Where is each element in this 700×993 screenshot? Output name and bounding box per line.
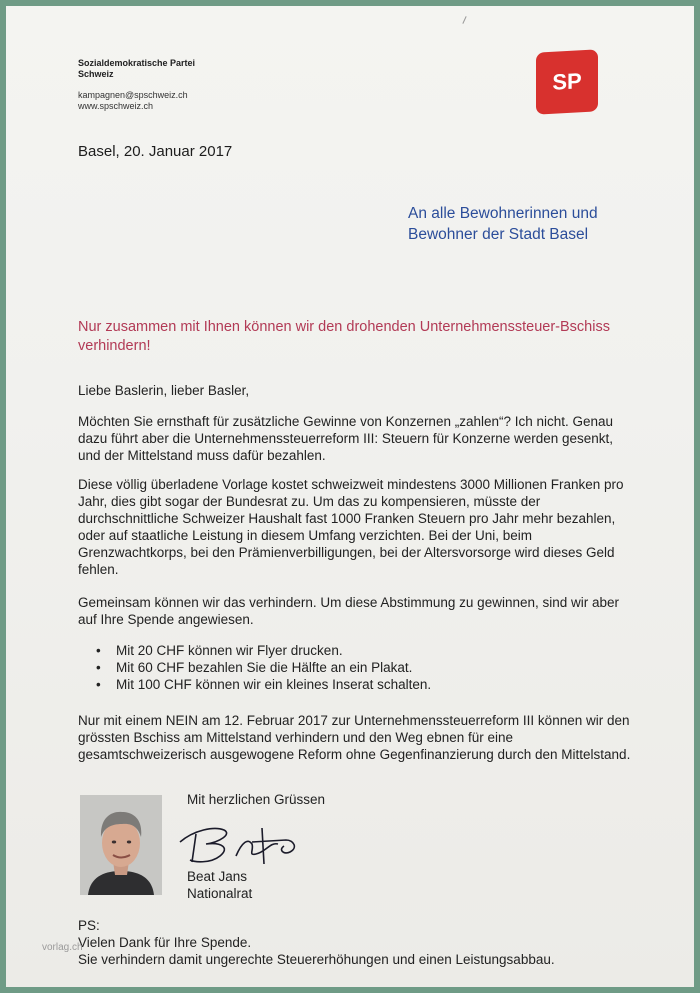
watermark: vorlag.ch xyxy=(42,942,83,953)
list-item: • Mit 20 CHF können wir Flyer drucken. xyxy=(94,642,431,659)
ps-line2: Sie verhindern damit ungerechte Steuererhöhungen und einen Leistungsabbau. xyxy=(78,952,555,967)
letter-date: Basel, 20. Januar 2017 xyxy=(78,143,233,160)
postscript xyxy=(78,917,555,968)
handwritten-signature xyxy=(166,812,316,872)
sp-logo xyxy=(536,49,598,114)
signer-photo xyxy=(80,795,162,895)
letter-page xyxy=(6,6,694,987)
signer-name: Beat Jans xyxy=(187,869,248,884)
paragraph-3: Gemeinsam können wir das verhindern. Um diese Abstimmung zu gewinnen, sind wir aber auf Ihre Spende angewiesen. xyxy=(78,595,620,627)
sender-name-line2: Schweiz xyxy=(78,69,114,79)
paragraph-4: Nur mit einem NEIN am 12. Februar 2017 zur Unternehmenssteuerreform III können wir den grössten Bschiss am Mittelstand verhindern und den Weg ebnen für eine gesamtschweizerisch ausgewogene Reform ohne Gegenfinanzierung durch den Mittelstand. xyxy=(78,713,631,762)
recipient-line1: An alle Bewohnerinnen und xyxy=(408,205,598,222)
letter-headline: Nur zusammen mit Ihnen können wir den drohenden Unternehmenssteuer-Bschiss verhindern! xyxy=(78,319,610,354)
logo-text: SP xyxy=(552,68,582,95)
sender-email: kampagnen@spschweiz.ch xyxy=(78,90,188,100)
signer-block xyxy=(187,868,252,902)
paragraph-2: Diese völlig überladene Vorlage kostet schweizweit mindestens 3000 Millionen Franken pro Jahr, dies gibt sogar der Bundesrat zu. Um das zu kompensieren, müsste der durchschnittliche Schweizer Haushalt fast 1000 Franken Steuern pro Jahr mehr bezahlen, oder auf staatliche Leistung in diesem Umfang verzichten. Bei der Uni, beim Grenzwachtkorps, bei den Prämienverbilligungen, bei der Altersvorsorge wird dieses Geld fehlen. xyxy=(78,477,624,577)
recipient-line2: Bewohner der Stadt Basel xyxy=(408,226,589,243)
closing: Mit herzlichen Grüssen xyxy=(187,792,326,807)
sender-name-line1: Sozialdemokratische Partei xyxy=(78,58,196,68)
signer-title: Nationalrat xyxy=(187,886,253,901)
paragraph-1: Möchten Sie ernsthaft für zusätzliche Gewinne von Konzernen „zahlen“? Ich nicht. Genau dazu führt aber die Unternehmenssteuerreform III: Steuern für Konzerne werden gesenkt, und der Mittelstand muss dafür bezahlen. xyxy=(78,414,614,463)
donation-list xyxy=(94,642,431,693)
list-item: • Mit 100 CHF können wir ein kleines Inserat schalten. xyxy=(94,676,431,693)
salutation: Liebe Baslerin, lieber Basler, xyxy=(78,383,250,398)
sender-contact xyxy=(78,90,188,112)
paper-mark xyxy=(462,16,466,24)
recipient-address xyxy=(408,203,598,245)
sender-organization xyxy=(78,58,195,80)
list-item: • Mit 60 CHF bezahlen Sie die Hälfte an ein Plakat. xyxy=(94,659,431,676)
sender-website: www.spschweiz.ch xyxy=(78,101,154,111)
ps-line1: Vielen Dank für Ihre Spende. xyxy=(78,935,252,950)
portrait-image xyxy=(80,795,162,895)
ps-label: PS: xyxy=(78,918,100,933)
